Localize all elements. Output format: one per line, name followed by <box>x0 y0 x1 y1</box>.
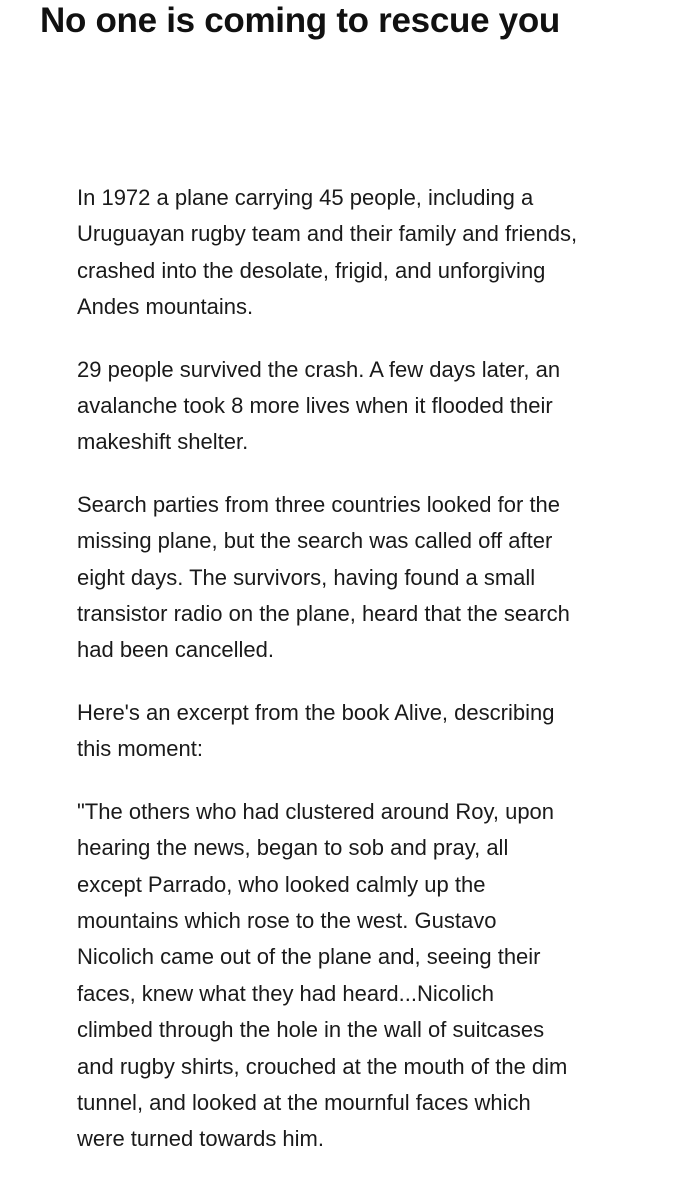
text-line: eight days. The survivors, having found a small <box>77 564 536 590</box>
text-line: mountains which rose to the west. Gustavo <box>77 907 497 933</box>
paragraph-survivors <box>77 352 637 461</box>
text-line: 29 people survived the crash. A few days later, an <box>77 356 561 382</box>
text-line: were turned towards him. <box>77 1126 324 1152</box>
text-line: had been cancelled. <box>77 637 274 663</box>
text-line: Search parties from three countries looked for the <box>77 491 561 517</box>
text-line: hearing the news, began to sob and pray, all <box>77 835 509 861</box>
text-line: Nicolich came out of the plane and, seeing their <box>77 944 541 970</box>
text-line: Here's an excerpt from the book Alive, describing <box>77 699 555 725</box>
paragraph-plane-crash <box>77 180 637 326</box>
text-line: avalanche took 8 more lives when it flooded their <box>77 393 553 419</box>
text-line: crashed into the desolate, frigid, and unforgiving <box>77 257 546 283</box>
text-line: transistor radio on the plane, heard that the search <box>77 601 570 627</box>
text-line: climbed through the hole in the wall of suitcases <box>77 1017 545 1043</box>
paragraph-search-parties <box>77 487 637 669</box>
article-title: No one is coming to rescue you <box>40 1 560 40</box>
paragraph-excerpt-intro <box>77 695 637 768</box>
paragraph-quote <box>77 794 637 1158</box>
text-line: and rugby shirts, crouched at the mouth of the dim <box>77 1053 568 1079</box>
article-body <box>77 180 637 1158</box>
text-line: In 1972 a plane carrying 45 people, including a <box>77 185 534 210</box>
text-line: missing plane, but the search was called off after <box>77 528 553 554</box>
text-line: Uruguayan rugby team and their family and friends, <box>77 221 578 247</box>
text-line: faces, knew what they had heard...Nicolich <box>77 980 495 1006</box>
text-line: tunnel, and looked at the mournful faces which <box>77 1089 531 1115</box>
text-line: except Parrado, who looked calmly up the <box>77 871 486 897</box>
text-line: "The others who had clustered around Roy, upon <box>77 798 555 824</box>
text-line: this moment: <box>77 736 203 762</box>
text-line: Andes mountains. <box>77 294 254 320</box>
text-line: makeshift shelter. <box>77 429 249 455</box>
